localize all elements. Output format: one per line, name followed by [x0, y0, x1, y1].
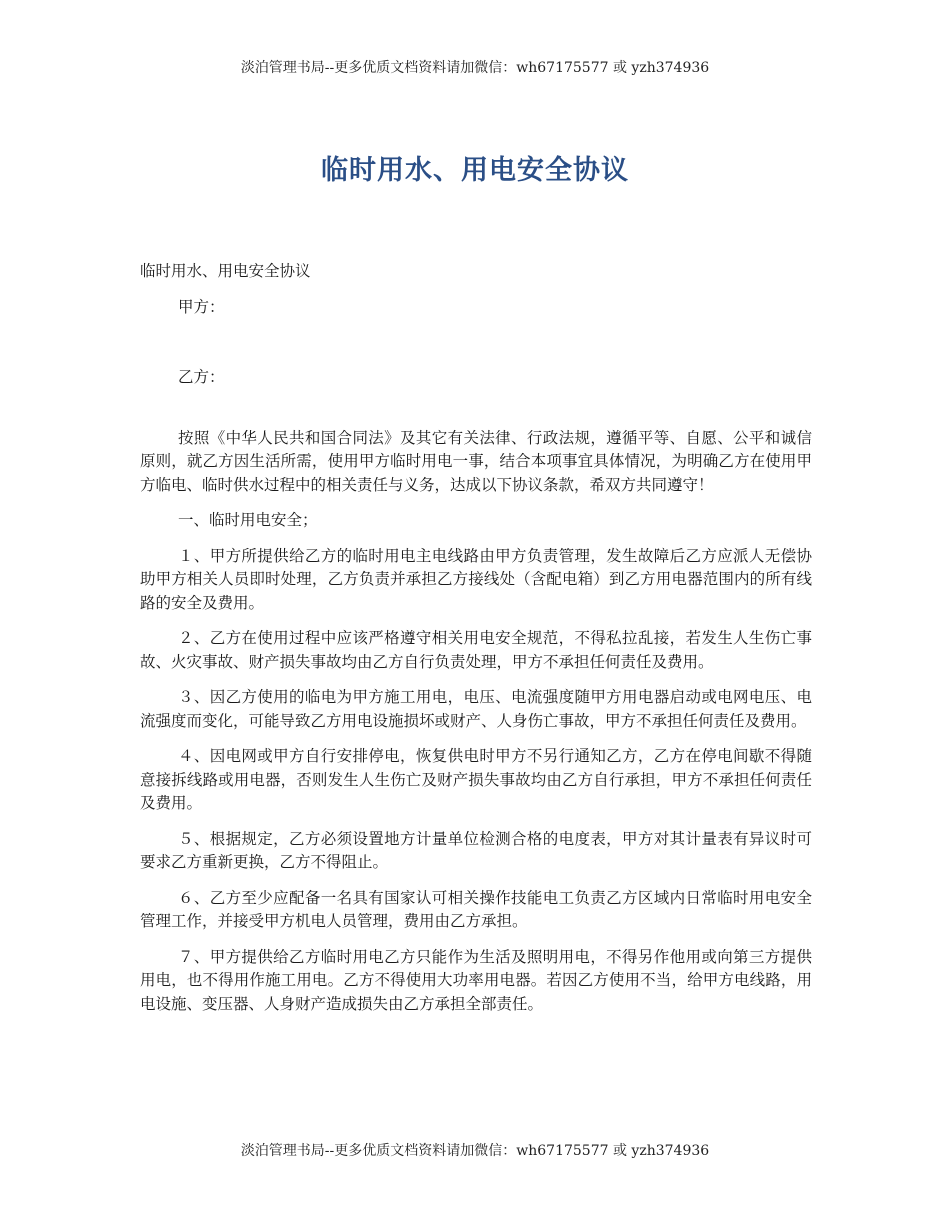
- document-body: [140, 260, 812, 1028]
- section-heading: 一、临时用电安全；: [178, 511, 318, 529]
- clause-2: ２、乙方在使用过程中应该严格遵守相关用电安全规范，不得私拉乱接，若发生人生伤亡事故、火灾事故、财产损失事故均由乙方自行负责处理，甲方不承担任何责任及费用。: [140, 629, 812, 671]
- clause-4: ４、因电网或甲方自行安排停电，恢复供电时甲方不另行通知乙方，乙方在停电间歇不得随意接拆线路或用电器，否则发生人生伤亡及财产损失事故均由乙方自行承担，甲方不承担任何责任及费用。: [140, 747, 812, 812]
- party-a-label: 甲方：: [178, 297, 225, 316]
- page-header: 淡泊管理书局--更多优质文档资料请加微信：wh67175577 或 yzh374936: [240, 60, 710, 76]
- party-b-label: 乙方：: [178, 368, 225, 386]
- clause-7: ７、甲方提供给乙方临时用电乙方只能作为生活及照明用电，不得另作他用或向第三方提供用电，也不得用作施工用电。乙方不得使用大功率用电器。若因乙方使用不当，给甲方电线路，用电设施、变压器、人身财产造成损失由乙方承担全部责任。: [140, 947, 812, 1013]
- document-title: 临时用水、用电安全协议: [321, 155, 629, 186]
- intro-paragraph: 按照《中华人民共和国合同法》及其它有关法律、行政法规，遵循平等、自愿、公平和诚信原则，就乙方因生活所需，使用甲方临时用电一事，结合本项事宜具体情况，为明确乙方在使用甲方临电、临时供水过程中的相关责任与义务，达成以下协议条款，希双方共同遵守！: [140, 428, 812, 494]
- document-subtitle: 临时用水、用电安全协议: [140, 262, 311, 280]
- clause-5: ５、根据规定，乙方必须设置地方计量单位检测合格的电度表，甲方对其计量表有异议时可要求乙方重新更换，乙方不得阻止。: [140, 829, 812, 871]
- clause-3: ３、因乙方使用的临电为甲方施工用电，电压、电流强度随甲方用电器启动或电网电压、电流强度而变化，可能导致乙方用电设施损坏或财产、人身伤亡事故，甲方不承担任何责任及费用。: [140, 688, 812, 730]
- clause-6: ６、乙方至少应配备一名具有国家认可相关操作技能电工负责乙方区域内日常临时用电安全管理工作，并接受甲方机电人员管理，费用由乙方承担。: [140, 888, 812, 930]
- clause-1: １、甲方所提供给乙方的临时用电主电线路由甲方负责管理，发生故障后乙方应派人无偿协助甲方相关人员即时处理，乙方负责并承担乙方接线处（含配电箱）到乙方用电器范围内的所有线路的安全及费用。: [140, 546, 812, 612]
- page-footer: 淡泊管理书局--更多优质文档资料请加微信：wh67175577 或 yzh374936: [240, 1143, 710, 1159]
